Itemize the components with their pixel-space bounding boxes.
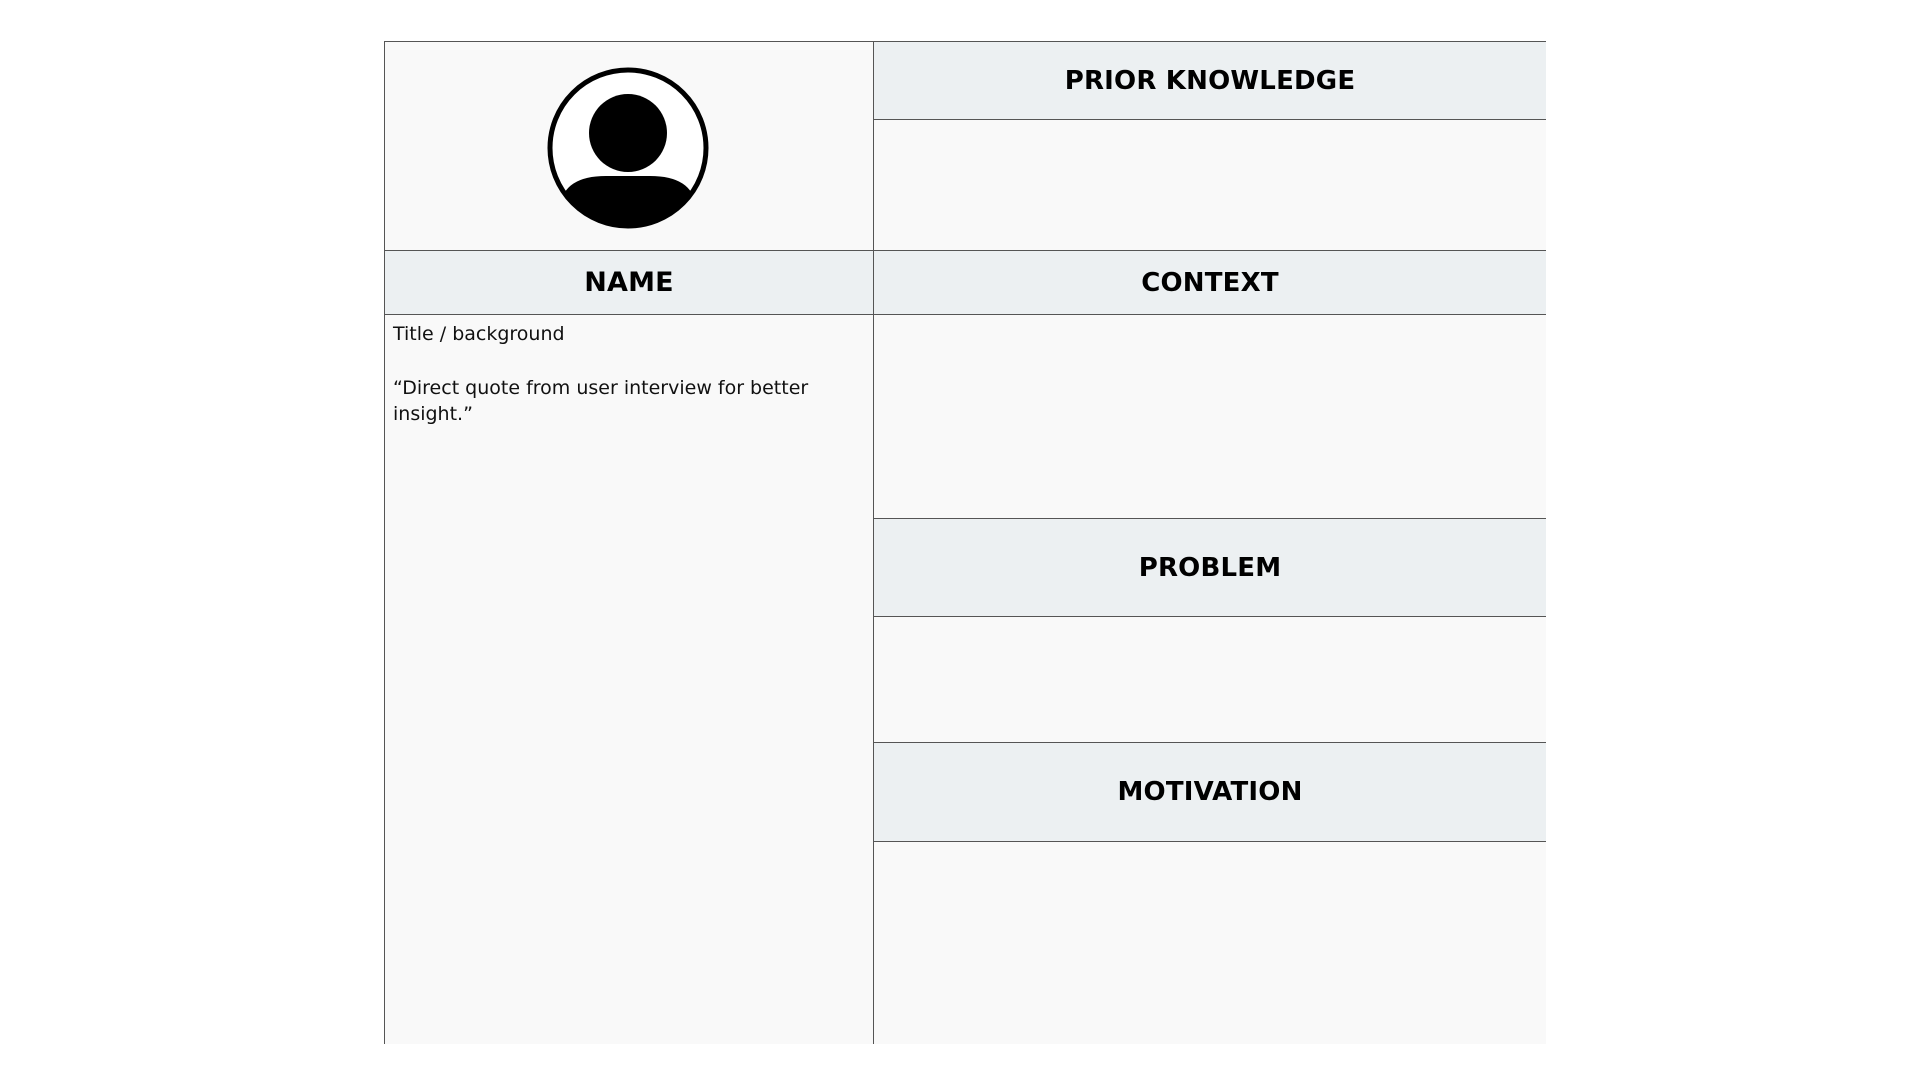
user-quote-text: “Direct quote from user interview for better insight.” bbox=[393, 376, 809, 426]
user-avatar-icon bbox=[546, 66, 710, 230]
problem-section bbox=[874, 617, 1546, 743]
motivation-header: MOTIVATION bbox=[874, 743, 1546, 842]
prior-knowledge-header: PRIOR KNOWLEDGE bbox=[874, 42, 1546, 120]
avatar-section bbox=[385, 42, 874, 251]
problem-header: PROBLEM bbox=[874, 519, 1546, 617]
context-header: CONTEXT bbox=[874, 251, 1546, 315]
prior-knowledge-section bbox=[874, 120, 1546, 251]
motivation-section bbox=[874, 842, 1546, 1044]
persona-template bbox=[384, 41, 1546, 1044]
title-background-text: Title / background bbox=[393, 323, 565, 345]
name-header: NAME bbox=[385, 251, 874, 315]
name-section bbox=[385, 315, 874, 1044]
context-section bbox=[874, 315, 1546, 519]
